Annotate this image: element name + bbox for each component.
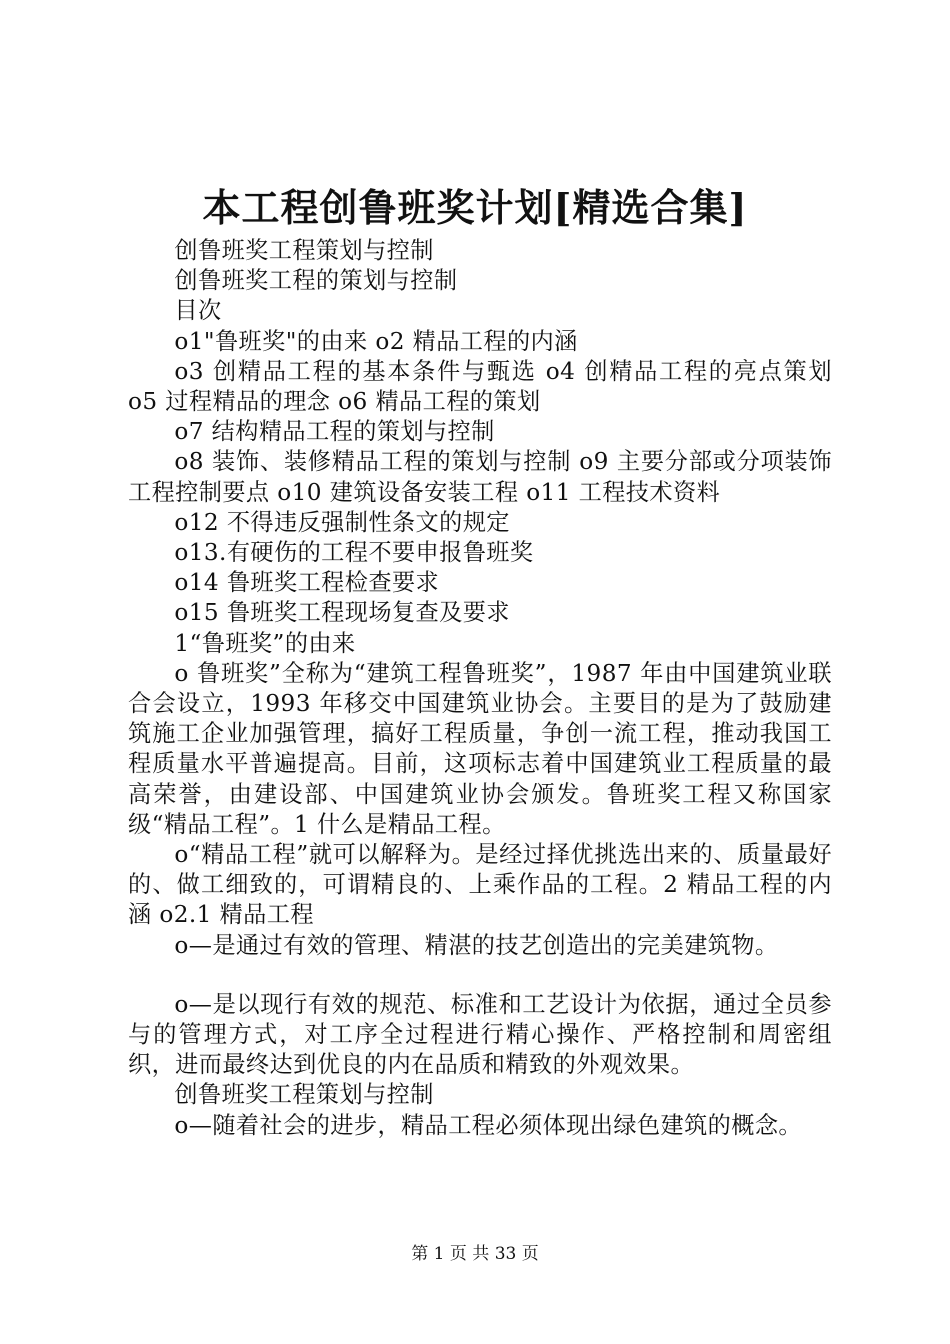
document-body xyxy=(128,236,832,1141)
paragraph: o8 装饰、装修精品工程的策划与控制 o9 主要分部或分项装饰工程控制要点 o10 建筑设备安装工程 o11 工程技术资料 xyxy=(128,448,832,506)
paragraph: o12 不得违反强制性条文的规定 xyxy=(174,508,510,536)
paragraph: o15 鲁班奖工程现场复查及要求 xyxy=(174,599,510,627)
paragraph: o—是以现行有效的规范、标准和工艺设计为依据，通过全员参与的管理方式，对工序全过程进行精心操作、严格控制和周密组织，进而最终达到优良的内在品质和精致的外观效果。 xyxy=(128,990,832,1079)
page-number-footer: 第 1 页 共 33 页 xyxy=(411,1244,539,1264)
paragraph: o14 鲁班奖工程检查要求 xyxy=(174,569,440,597)
paragraph: o“精品工程”就可以解释为。是经过择优挑选出来的、质量最好的、做工细致的，可谓精良的、上乘作品的工程。2 精品工程的内涵 o2.1 精品工程 xyxy=(128,841,832,929)
paragraph: 创鲁班奖工程策划与控制 xyxy=(174,1081,434,1109)
paragraph: o7 结构精品工程的策划与控制 xyxy=(174,418,495,446)
paragraph: 1“鲁班奖”的由来 xyxy=(174,629,356,657)
paragraph: o3 创精品工程的基本条件与甄选 o4 创精品工程的亮点策划 o5 过程精品的理念 o6 精品工程的策划 xyxy=(128,357,832,416)
paragraph: 创鲁班奖工程的策划与控制 xyxy=(174,267,458,295)
paragraph: o1"鲁班奖"的由来 o2 精品工程的内涵 xyxy=(174,327,578,355)
paragraph: o 鲁班奖”全称为“建筑工程鲁班奖”，1987 年由中国建筑业联合会设立，1993 年移交中国建筑业协会。主要目的是为了鼓励建筑施工企业加强管理，搞好工程质量，争创一流工程，推动我国工程质量水平普遍提高。目前，这项标志着中国建筑业工程质量的最高荣誉，由建设部、中国建筑业协会颁发。鲁班奖工程又称国家级“精品工程”。1 什么是精品工程。 xyxy=(128,659,832,838)
paragraph: 目次 xyxy=(174,297,222,325)
paragraph: o—随着社会的进步，精品工程必须体现出绿色建筑的概念。 xyxy=(174,1111,803,1139)
paragraph: o—是通过有效的管理、精湛的技艺创造出的完美建筑物。 xyxy=(174,931,779,959)
paragraph: 创鲁班奖工程策划与控制 xyxy=(174,237,434,264)
paragraph: o13.有硬伤的工程不要申报鲁班奖 xyxy=(174,539,534,567)
document-title: 本工程创鲁班奖计划[精选合集] xyxy=(202,185,748,230)
